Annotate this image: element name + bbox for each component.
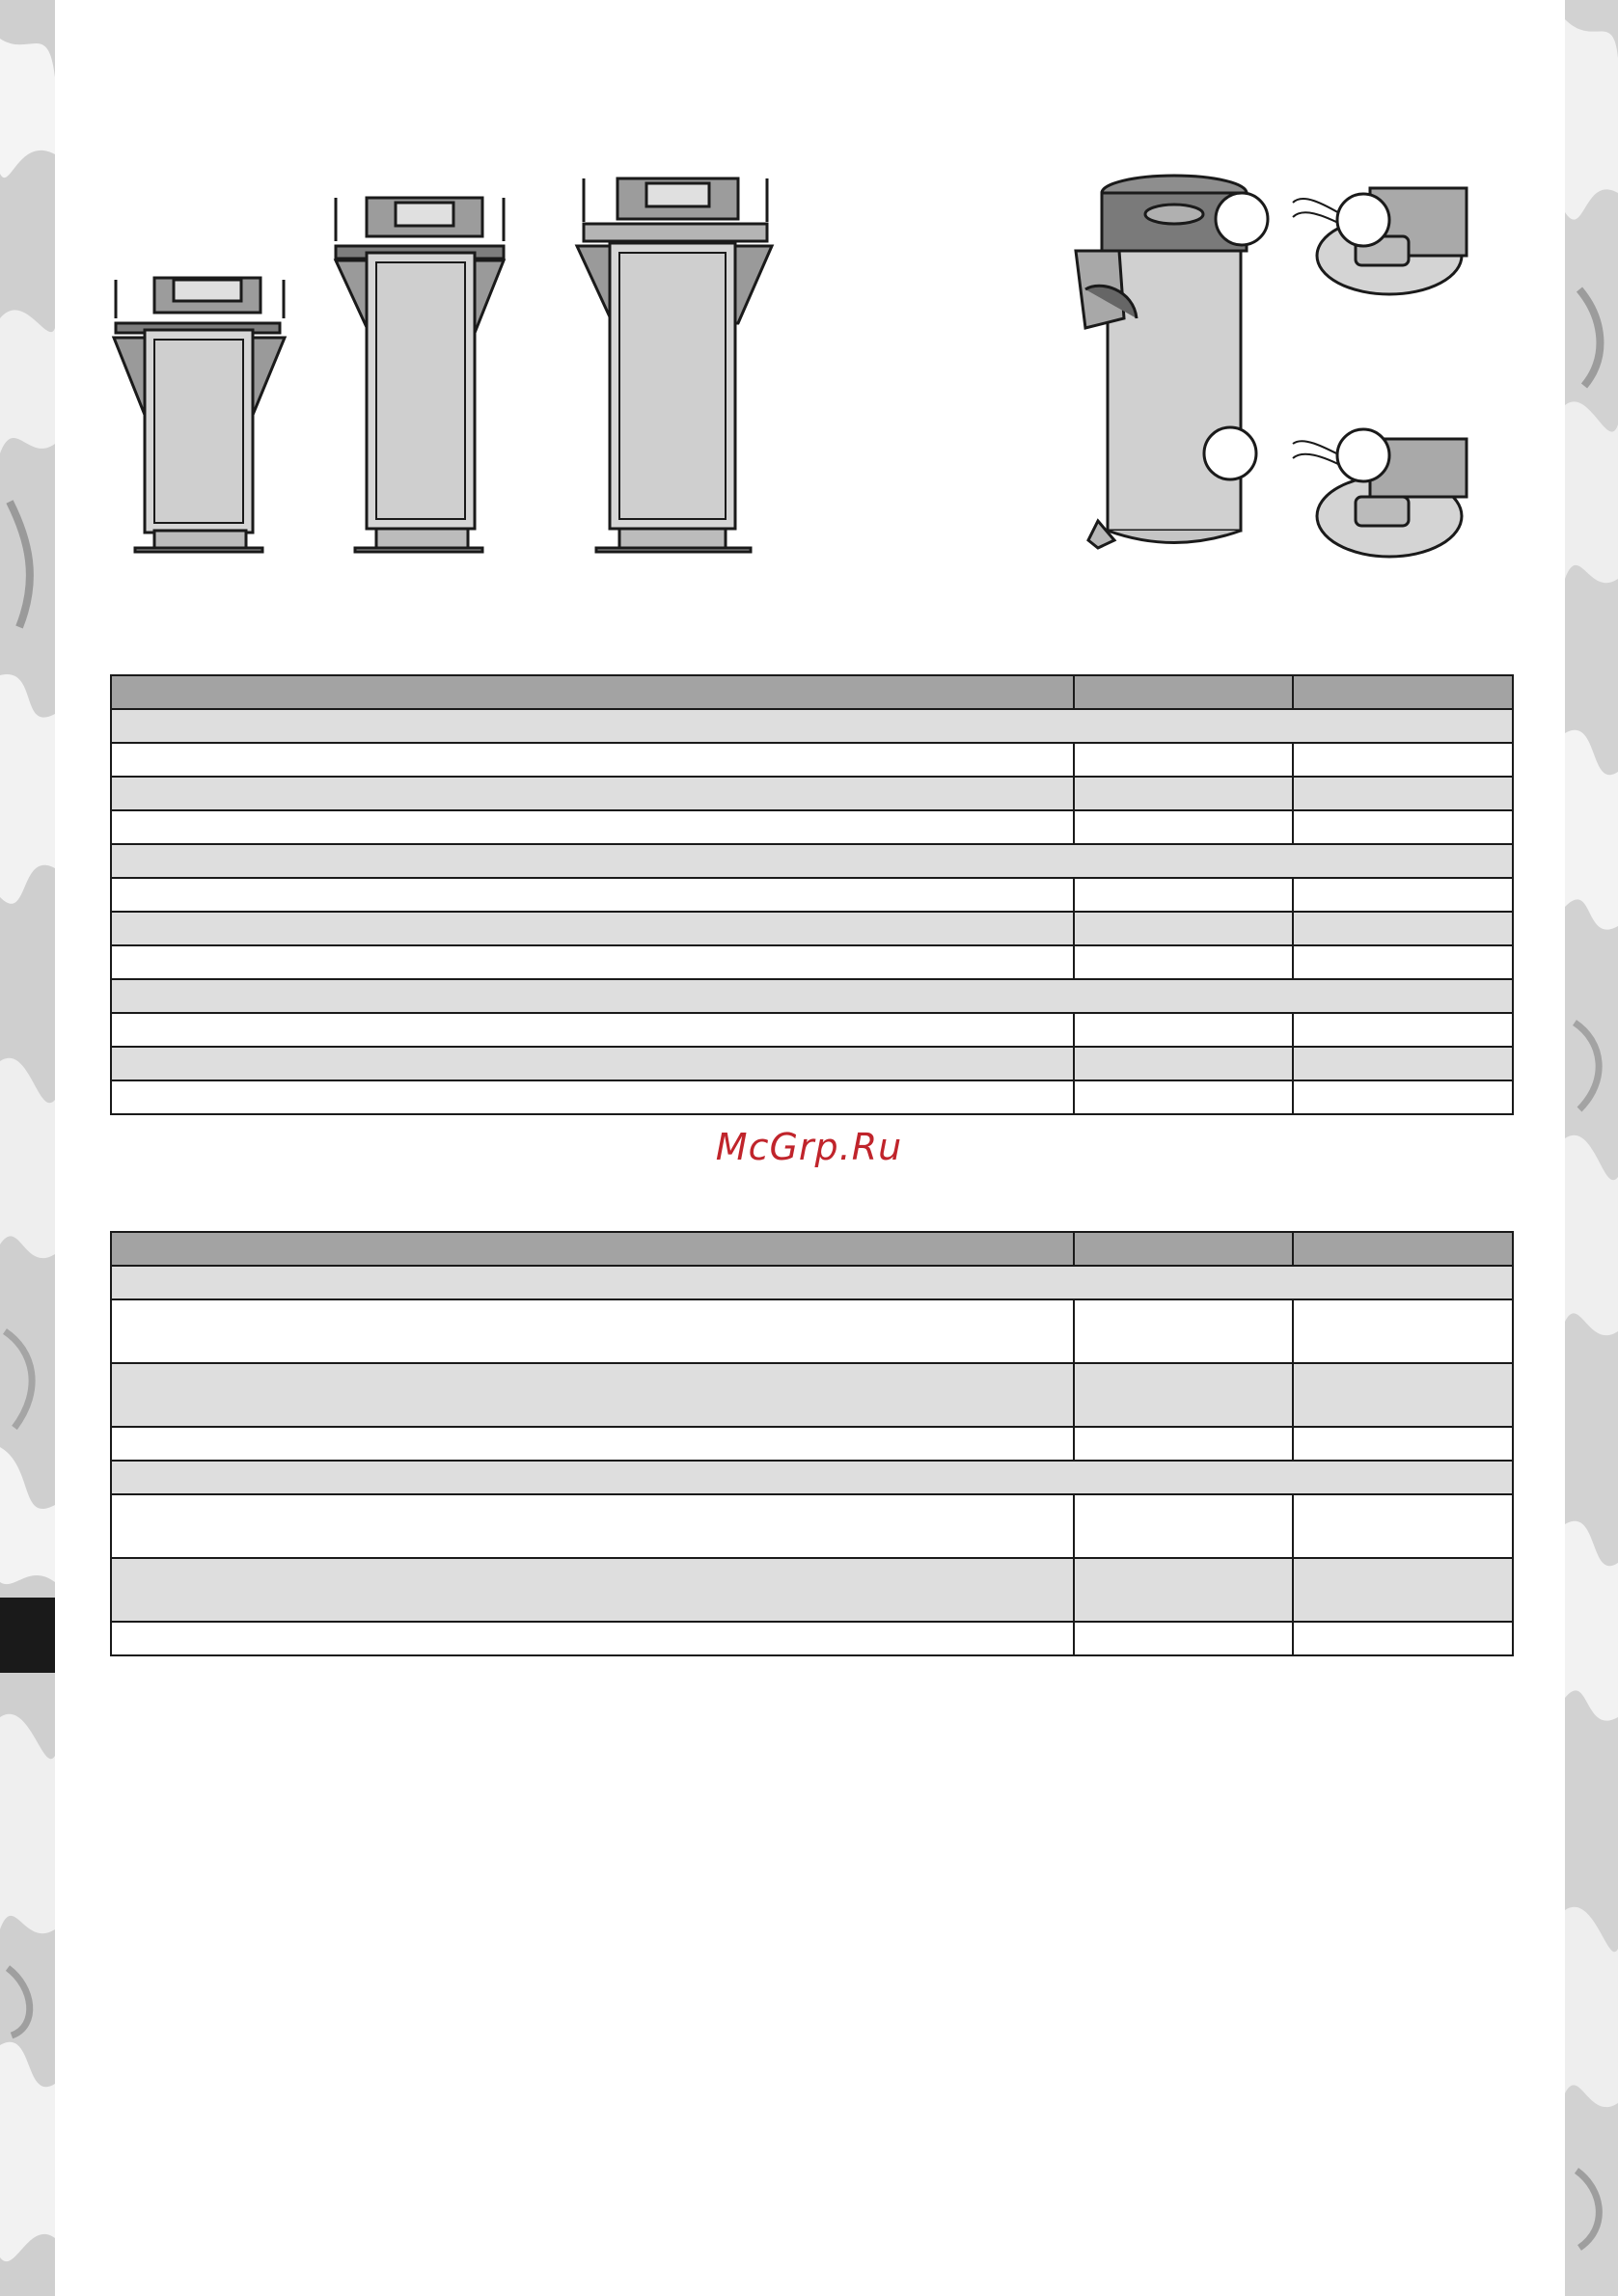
- table-row: [111, 912, 1513, 945]
- table-cell: [111, 1427, 1074, 1461]
- table-cell: [1293, 1427, 1513, 1461]
- table-cell: [1074, 878, 1293, 912]
- table-cell: [1293, 1013, 1513, 1047]
- small-filter-canister-image: [114, 278, 285, 552]
- table-cell: [111, 1013, 1074, 1047]
- table-row: [111, 1047, 1513, 1080]
- table-header-row: [111, 675, 1513, 709]
- table-cell: [1293, 1299, 1513, 1363]
- table-cell: [1074, 1427, 1293, 1461]
- table-row: [111, 1080, 1513, 1114]
- table-section-row: [111, 979, 1513, 1013]
- table-cell: [1293, 1558, 1513, 1622]
- table-cell: [111, 912, 1074, 945]
- table-cell: [1074, 1013, 1293, 1047]
- table-cell: [1074, 1232, 1293, 1266]
- table-cell: [111, 743, 1074, 777]
- table-cell: [1074, 912, 1293, 945]
- table-cell: [1074, 1494, 1293, 1558]
- table-cell: [1074, 1080, 1293, 1114]
- table-cell: [1293, 878, 1513, 912]
- table-cell: [1074, 1363, 1293, 1427]
- specifications-table-1: [110, 674, 1514, 1115]
- table-cell: [111, 1461, 1513, 1494]
- table-cell: [111, 810, 1074, 844]
- table-row: [111, 743, 1513, 777]
- product-illustrations: [0, 0, 1618, 598]
- large-filter-canister-image: [577, 178, 772, 552]
- callout-circle-4: [1337, 429, 1389, 481]
- chapter-tab-marker: [0, 1598, 55, 1673]
- table-cell: [111, 844, 1513, 878]
- table-cell: [1293, 810, 1513, 844]
- table-row: [111, 1363, 1513, 1427]
- table-cell: [1074, 777, 1293, 810]
- table-cell: [1074, 675, 1293, 709]
- table-cell: [111, 1047, 1074, 1080]
- table-cell: [111, 1080, 1074, 1114]
- table-cell: [1074, 743, 1293, 777]
- table-cell: [111, 1622, 1074, 1655]
- table-cell: [111, 709, 1513, 743]
- table-cell: [1293, 1047, 1513, 1080]
- table-cell: [1293, 945, 1513, 979]
- table-cell: [1074, 1047, 1293, 1080]
- table-row: [111, 878, 1513, 912]
- table-section-row: [111, 844, 1513, 878]
- table-row: [111, 810, 1513, 844]
- table-cell: [1293, 912, 1513, 945]
- table-header-row: [111, 1232, 1513, 1266]
- table-row: [111, 1427, 1513, 1461]
- table-cell: [111, 1494, 1074, 1558]
- medium-filter-canister-image: [336, 198, 504, 552]
- specifications-table-1-body: [111, 675, 1513, 1114]
- table-cell: [1293, 1080, 1513, 1114]
- table-cell: [111, 878, 1074, 912]
- watermark-text: McGrp.Ru: [715, 1126, 903, 1168]
- table-cell: [1074, 1299, 1293, 1363]
- table-row: [111, 777, 1513, 810]
- table-cell: [111, 777, 1074, 810]
- table-cell: [111, 1266, 1513, 1299]
- table-cell: [1293, 1622, 1513, 1655]
- table-cell: [111, 1232, 1074, 1266]
- table-cell: [111, 1299, 1074, 1363]
- table-cell: [1074, 1622, 1293, 1655]
- callout-circle-3: [1204, 427, 1256, 479]
- specifications-table-2-body: [111, 1232, 1513, 1655]
- table-cell: [111, 675, 1074, 709]
- table-section-row: [111, 1266, 1513, 1299]
- table-cell: [1074, 810, 1293, 844]
- table-row: [111, 1622, 1513, 1655]
- table-cell: [111, 1363, 1074, 1427]
- table-cell: [1074, 1558, 1293, 1622]
- callout-circle-2: [1337, 194, 1389, 246]
- table-cell: [1293, 1494, 1513, 1558]
- table-cell: [111, 1558, 1074, 1622]
- table-cell: [111, 979, 1513, 1013]
- table-section-row: [111, 1461, 1513, 1494]
- table-cell: [1293, 1363, 1513, 1427]
- table-row: [111, 1013, 1513, 1047]
- table-cell: [1293, 777, 1513, 810]
- table-cell: [1074, 945, 1293, 979]
- table-row: [111, 945, 1513, 979]
- table-cell: [1293, 675, 1513, 709]
- table-cell: [111, 945, 1074, 979]
- table-row: [111, 1558, 1513, 1622]
- table-cell: [1293, 1232, 1513, 1266]
- table-cell: [1293, 743, 1513, 777]
- table-section-row: [111, 709, 1513, 743]
- callout-circle-1: [1216, 193, 1268, 245]
- table-row: [111, 1494, 1513, 1558]
- table-row: [111, 1299, 1513, 1363]
- specifications-table-2: [110, 1231, 1514, 1656]
